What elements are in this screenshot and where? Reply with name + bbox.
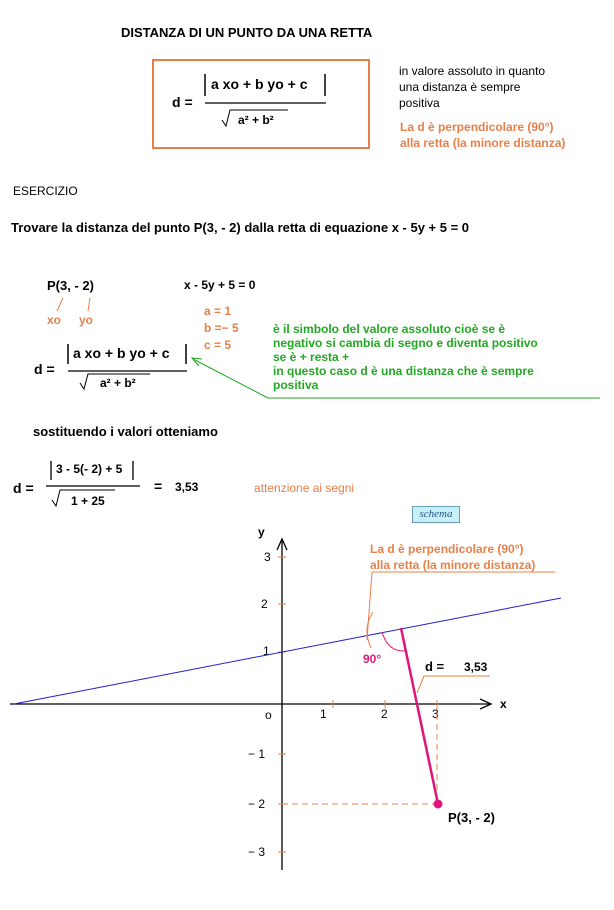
coefficient-b: b =− 5 [204,321,239,335]
schema-badge: schema [412,506,460,523]
x-tick-3: 3 [432,707,439,721]
sqrt-sign [222,110,288,126]
warning-note: attenzione ai segni [254,481,355,495]
angle-label: 90° [363,652,382,666]
x-tick-2: 2 [381,707,388,721]
abs-explanation-line-4: in questo caso d è una distanza che è sempre [273,364,534,378]
abs-note-line-1: in valore assoluto in quanto [399,64,546,78]
formula-lhs: d = [172,94,193,110]
x-axis-label: x [500,697,507,711]
section-label: ESERCIZIO [13,184,78,198]
y-tick-2: 2 [261,597,268,611]
point-p [434,800,443,809]
y-axis-label: y [258,525,265,539]
distance-label: d = [425,659,445,674]
formula3-numerator: 3 - 5(- 2) + 5 [56,462,123,476]
distance-value: 3,53 [464,660,488,674]
formula-numerator: a xo + b yo + c [211,76,308,92]
formula3-denominator: 1 + 25 [71,494,105,508]
line-graph [14,598,561,704]
coefficient-a: a = 1 [204,304,232,318]
coefficient-c: c = 5 [204,338,232,352]
perp-note-line-1: La d è perpendicolare (90°) [400,120,554,134]
distance-segment [401,628,438,804]
formula-denominator: a² + b² [238,113,274,127]
formula-lines [46,74,326,506]
y-tick-1: 1 [263,644,270,658]
formula3-equals: = [154,478,163,494]
yo-label: yo [79,313,94,327]
origin-label: o [265,708,272,722]
problem-statement: Trovare la distanza del punto P(3, - 2) dalla retta di equazione x - 5y + 5 = 0 [11,220,470,235]
green-arrow-line [193,359,600,398]
graph-perp-note-line-1: La d è perpendicolare (90°) [370,542,524,556]
yo-pointer [88,298,90,311]
perp-note-line-2: alla retta (la minore distanza) [400,136,566,150]
xo-pointer [57,298,63,311]
abs-explanation-line-2: negativo si cambia di segno e diventa positivo [273,336,538,350]
formula3-result: 3,53 [175,480,199,494]
y-tick-neg-2: − 2 [248,797,266,811]
abs-explanation-line-5: positiva [273,378,319,392]
xo-label: xo [47,313,62,327]
formula2-numerator: a xo + b yo + c [73,345,170,361]
distance-leader [417,676,490,693]
point-label: P(3, - 2) [47,278,94,293]
sqrt-sign-3 [52,490,115,506]
green-arrowhead [192,358,202,366]
abs-note-line-2: una distanza è sempre [399,80,521,94]
x-tick-1: 1 [320,707,327,721]
formula2-lhs: d = [34,361,55,377]
abs-note-line-3: positiva [399,96,440,110]
point-p-label: P(3, - 2) [448,810,495,825]
substitution-label: sostituendo i valori otteniamo [33,424,218,439]
line-equation: x - 5y + 5 = 0 [184,278,256,292]
page-title: DISTANZA DI UN PUNTO DA UNA RETTA [121,25,373,40]
formula2-denominator: a² + b² [100,376,136,390]
y-tick-3: 3 [264,550,271,564]
formula3-lhs: d = [13,480,34,496]
sqrt-sign-2 [80,374,150,389]
abs-explanation-line-1: è il simbolo del valore assoluto cioè se è [273,322,506,336]
y-tick-neg-1: − 1 [248,747,266,761]
abs-explanation-line-3: se è + resta + [273,350,350,364]
y-tick-neg-3: − 3 [248,845,266,859]
graph-perp-note-line-2: alla retta (la minore distanza) [370,558,536,572]
